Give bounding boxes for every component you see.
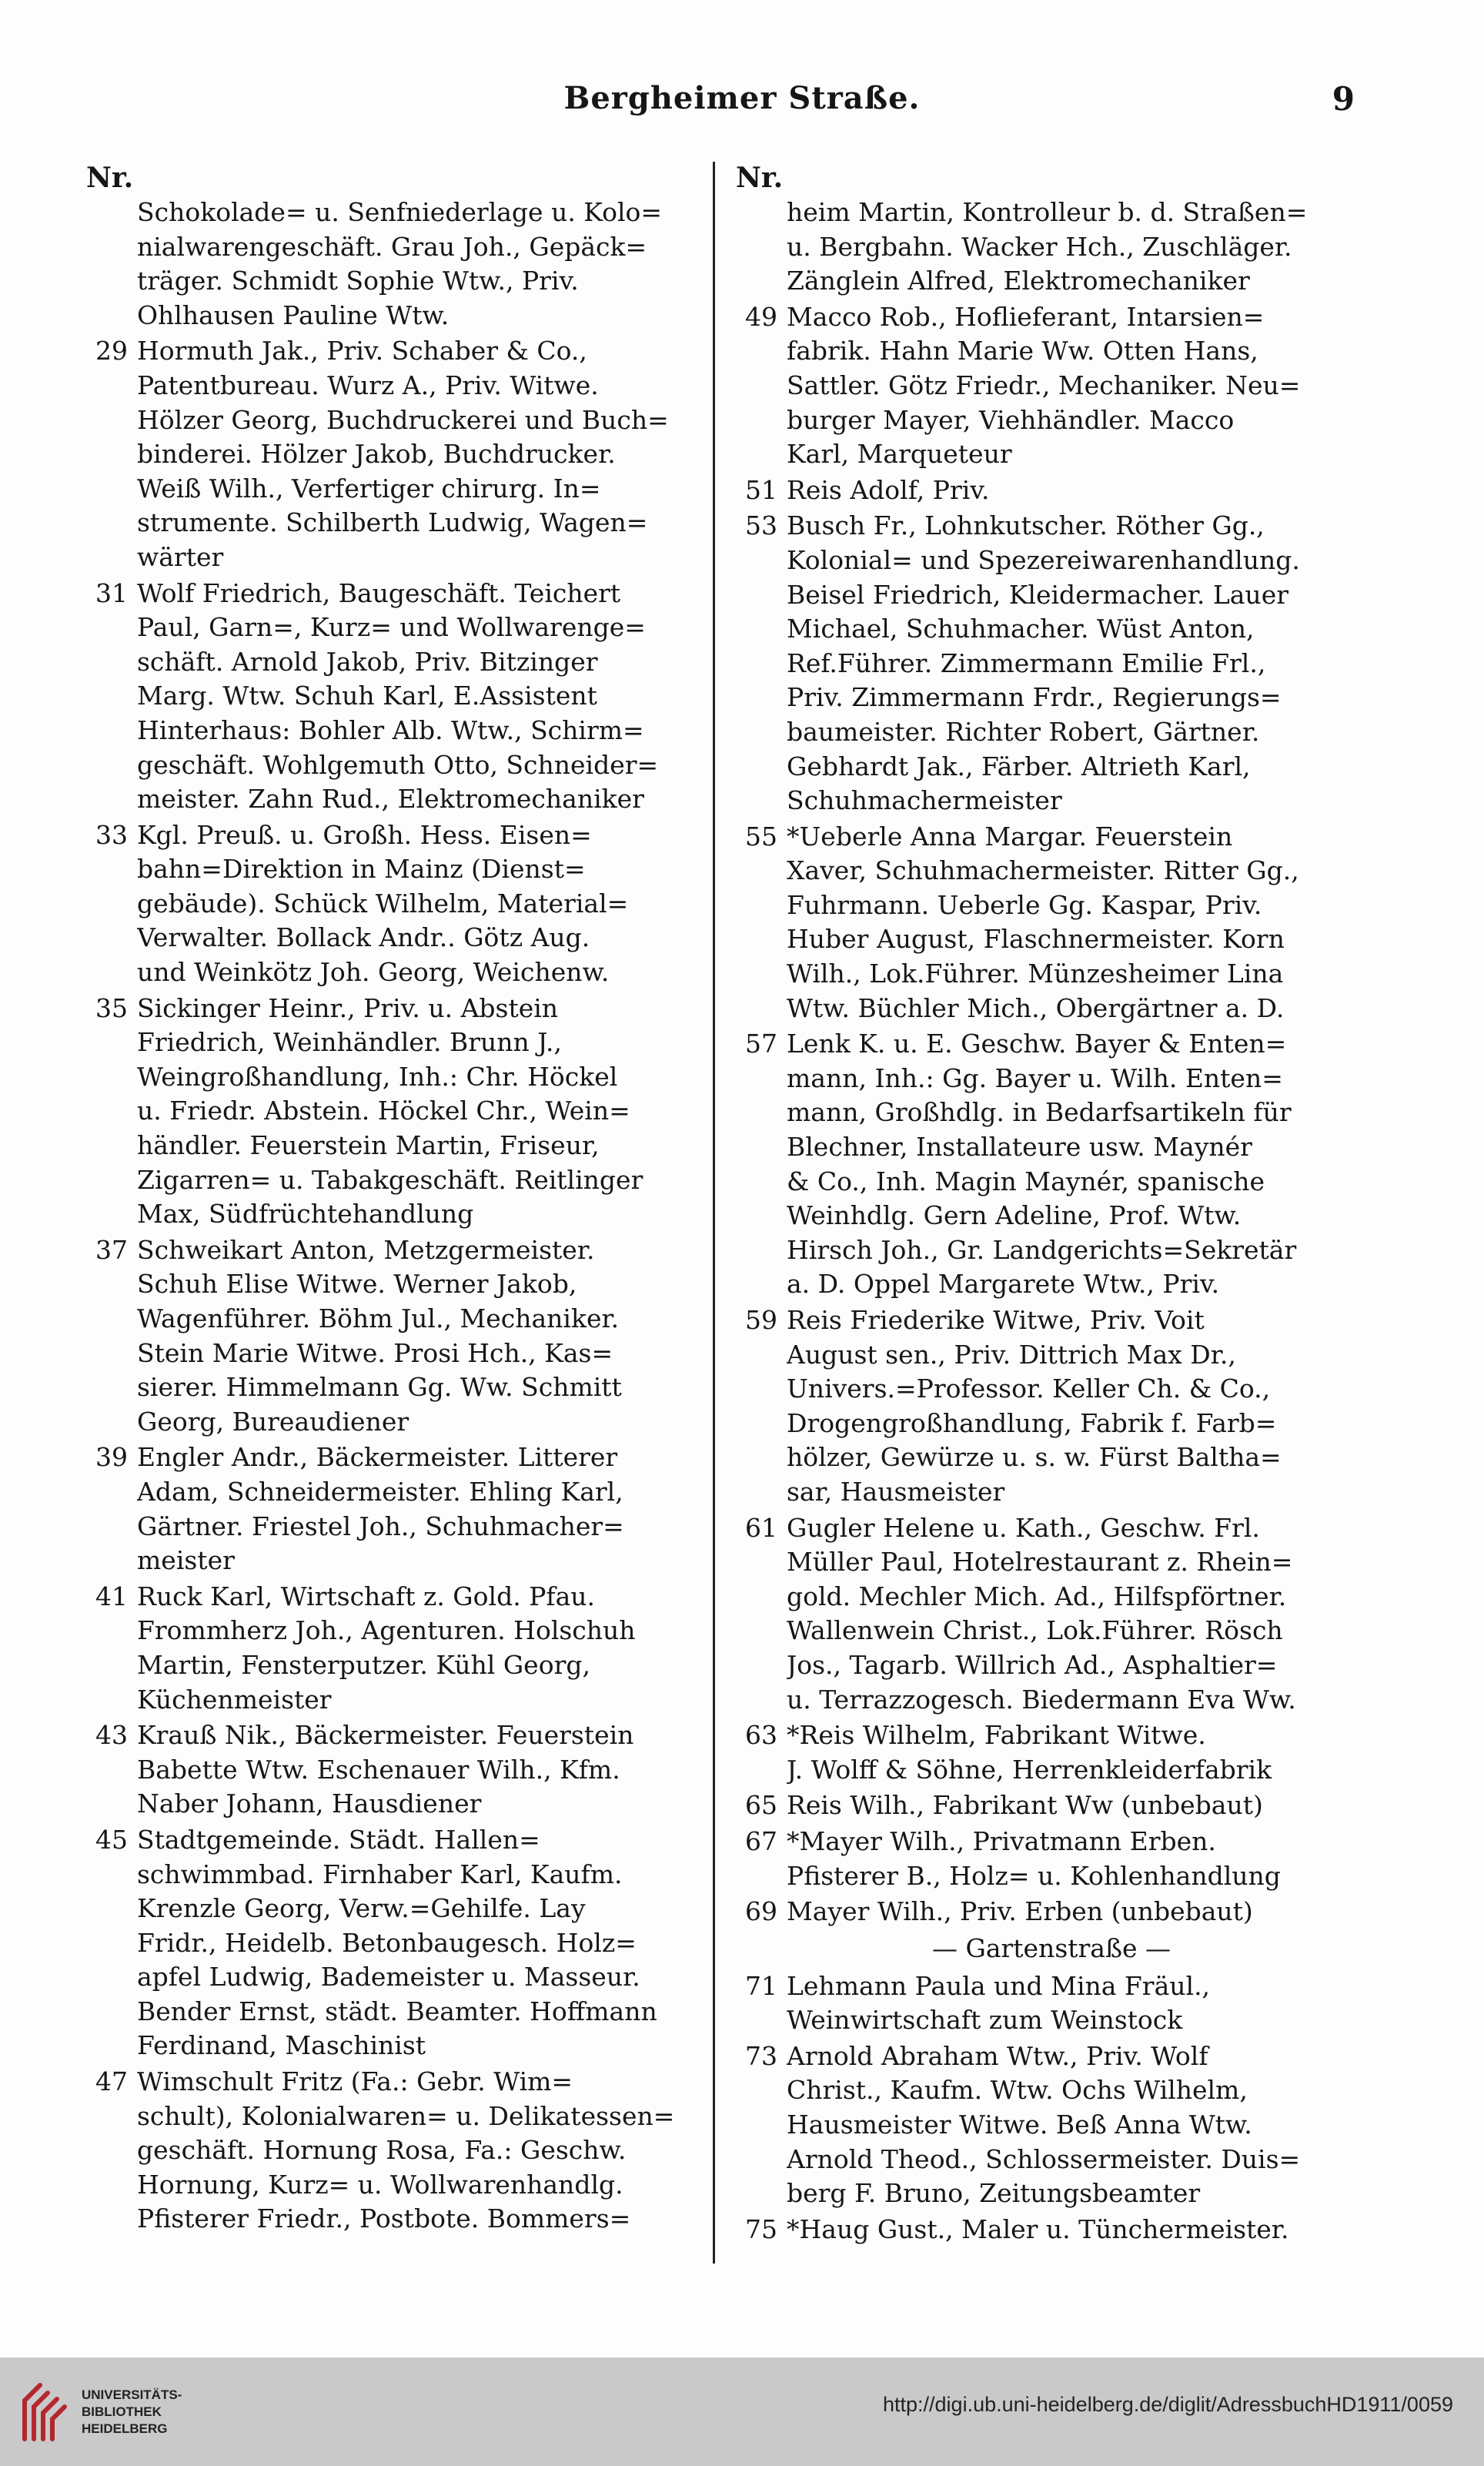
entry-line: gebäude). Schück Wilhelm, Material= — [137, 888, 629, 918]
entry-line: J. Wolff & Söhne, Herrenkleiderfabrik — [787, 1754, 1272, 1785]
entry-line: nialwarengeschäft. Grau Joh., Gepäck= — [137, 231, 647, 262]
entry-line: Ruck Karl, Wirtschaft z. Gold. Pfau. — [137, 1581, 596, 1611]
nr-label: Nr. — [736, 162, 784, 194]
entry-line: Zigarren= u. Tabakgeschäft. Reitlinger — [137, 1164, 643, 1195]
entry-line: Gugler Helene u. Kath., Geschw. Frl. — [787, 1512, 1260, 1543]
entry-line: August sen., Priv. Dittrich Max Dr., — [787, 1339, 1236, 1370]
entry-line: Wtw. Büchler Mich., Obergärtner a. D. — [787, 992, 1285, 1023]
entry-line: Krenzle Georg, Verw.=Gehilfe. Lay — [137, 1893, 586, 1924]
entry-text — [787, 1303, 1367, 1510]
entry-text — [787, 2213, 1367, 2247]
entry-text — [137, 577, 717, 817]
entry-line: Paul, Garn=, Kurz= und Wollwarenge= — [137, 612, 646, 643]
entry-line: Sattler. Götz Friedr., Mechaniker. Neu= — [787, 370, 1301, 400]
entry-text — [137, 992, 717, 1232]
entry-text — [137, 818, 717, 990]
entry-line: Kolonial= und Spezereiwarenhandlung. — [787, 544, 1300, 575]
entry-line: strumente. Schilberth Ludwig, Wagen= — [137, 507, 648, 538]
entry-line: Zänglein Alfred, Elektromechaniker — [787, 266, 1250, 296]
logo-line: UNIVERSITÄTS- — [82, 2387, 182, 2402]
entry-line: Max, Südfrüchtehandlung — [137, 1199, 474, 1230]
library-logo-text — [82, 2387, 182, 2438]
footer-bar — [0, 2357, 1484, 2466]
entry-line: *Ueberle Anna Margar. Feuerstein — [787, 821, 1233, 852]
entry-line: Schokolade= u. Senfniederlage u. Kolo= — [137, 197, 663, 227]
entry-line: *Haug Gust., Maler u. Tünchermeister. — [787, 2213, 1289, 2244]
entry-text — [787, 1825, 1367, 1893]
house-number: 73 — [745, 2040, 777, 2071]
entry-line: Reis Friederike Witwe, Priv. Voit — [787, 1305, 1205, 1335]
house-number: 47 — [95, 2066, 128, 2097]
house-number: 33 — [95, 819, 128, 850]
address-entry — [86, 1233, 717, 1440]
entry-line: Christ., Kaufm. Wtw. Ochs Wilhelm, — [787, 2075, 1248, 2106]
entry-line: Weinwirtschaft zum Weinstock — [787, 2005, 1183, 2036]
address-entry — [86, 1823, 717, 2063]
entry-line: Xaver, Schuhmachermeister. Ritter Gg., — [787, 855, 1299, 886]
library-logo[interactable] — [17, 2377, 217, 2447]
entry-line: Huber August, Flaschnermeister. Korn — [787, 924, 1285, 955]
house-number: 53 — [745, 510, 777, 541]
entry-line: Naber Johann, Hausdiener — [137, 1788, 482, 1819]
entry-line: Wilh., Lok.Führer. Münzesheimer Lina — [787, 959, 1284, 989]
entry-text — [787, 1718, 1367, 1787]
house-number: 41 — [95, 1581, 128, 1611]
entry-line: Michael, Schuhmacher. Wüst Anton, — [787, 614, 1255, 644]
entry-line: Reis Adolf, Priv. — [787, 474, 990, 505]
entry-text — [137, 196, 717, 333]
entry-line: Gärtner. Friestel Joh., Schuhmacher= — [137, 1511, 624, 1541]
house-number: 57 — [745, 1029, 777, 1059]
entry-line: Macco Rob., Hoflieferant, Intarsien= — [787, 301, 1265, 332]
entry-line: Beisel Friedrich, Kleidermacher. Lauer — [787, 579, 1288, 610]
entry-line: Wolf Friedrich, Baugeschäft. Teichert — [137, 577, 621, 608]
entry-line: Adam, Schneidermeister. Ehling Karl, — [137, 1476, 623, 1507]
nr-label: Nr. — [86, 162, 134, 194]
entry-line: & Co., Inh. Magin Maynér, spanische — [787, 1166, 1265, 1196]
house-number — [86, 196, 137, 333]
house-number: 75 — [745, 2213, 777, 2244]
entry-line: a. D. Oppel Margarete Wtw., Priv. — [787, 1269, 1220, 1300]
entry-text — [137, 1440, 717, 1578]
entry-text — [137, 1718, 717, 1822]
house-number: 29 — [95, 336, 128, 366]
entry-line: Ref.Führer. Zimmermann Emilie Frl., — [787, 647, 1266, 678]
entry-line: baumeister. Richter Robert, Gärtner. — [787, 716, 1260, 747]
entry-line: Engler Andr., Bäckermeister. Litterer — [137, 1442, 618, 1473]
entry-line: *Mayer Wilh., Privatmann Erben. — [787, 1825, 1216, 1856]
entry-line: mann, Großhdlg. in Bedarfsartikeln für — [787, 1097, 1292, 1128]
house-number: 71 — [745, 1970, 777, 2001]
logo-line: HEIDELBERG — [82, 2421, 168, 2436]
column-divider — [713, 162, 715, 2264]
entry-line: Ohlhausen Pauline Wtw. — [137, 299, 450, 330]
house-number: 31 — [95, 577, 128, 608]
entry-line: Frommherz Joh., Agenturen. Holschuh — [137, 1615, 636, 1646]
entry-line: u. Friedr. Abstein. Höckel Chr., Wein= — [137, 1096, 630, 1126]
entry-line: Hornung, Kurz= u. Wollwarenhandlg. — [137, 2169, 623, 2200]
house-number: 65 — [745, 1790, 777, 1821]
address-entry — [86, 1718, 717, 1822]
entry-text — [137, 1233, 717, 1440]
entry-line: Ferdinand, Maschinist — [137, 2030, 426, 2061]
address-entry — [736, 1303, 1367, 1510]
entry-line: träger. Schmidt Sophie Wtw., Priv. — [137, 266, 579, 296]
entry-line: Lenk K. u. E. Geschw. Bayer & Enten= — [787, 1029, 1287, 1059]
address-entry — [736, 1969, 1367, 2038]
entry-line: Hölzer Georg, Buchdruckerei und Buch= — [137, 404, 669, 435]
entry-text — [787, 1969, 1367, 2038]
entry-text — [787, 300, 1367, 472]
entry-text — [787, 1511, 1367, 1718]
address-entry — [86, 334, 717, 574]
address-entry — [736, 2039, 1367, 2211]
entry-line: Fridr., Heidelb. Betonbaugesch. Holz= — [137, 1927, 637, 1958]
entry-line: Hormuth Jak., Priv. Schaber & Co., — [137, 336, 587, 366]
address-entry — [86, 1580, 717, 1717]
address-entry — [86, 2065, 717, 2237]
entry-text — [787, 2039, 1367, 2211]
entry-line: Schuh Elise Witwe. Werner Jakob, — [137, 1269, 577, 1300]
entry-line: schäft. Arnold Jakob, Priv. Bitzinger — [137, 646, 598, 677]
source-url[interactable]: http://digi.ub.uni-heidelberg.de/diglit/AdressbuchHD1911/0059 — [883, 2393, 1453, 2416]
street-subheading: — Gartenstraße — — [931, 1932, 1171, 1963]
entry-line: Georg, Bureaudiener — [137, 1406, 409, 1437]
house-number: 51 — [745, 474, 777, 505]
entry-line: Küchenmeister — [137, 1684, 332, 1715]
house-number: 61 — [745, 1512, 777, 1543]
house-number: 45 — [95, 1824, 128, 1855]
entry-line: Arnold Theod., Schlossermeister. Duis= — [787, 2143, 1301, 2174]
entry-text — [137, 1823, 717, 2063]
entry-line: Jos., Tagarb. Willrich Ad., Asphaltier= — [787, 1649, 1278, 1680]
entry-line: Schuhmachermeister — [787, 785, 1062, 816]
entry-line: Weinhdlg. Gern Adeline, Prof. Wtw. — [787, 1200, 1242, 1231]
address-entry — [736, 1788, 1367, 1823]
address-entry — [736, 820, 1367, 1026]
entry-line: *Reis Wilhelm, Fabrikant Witwe. — [787, 1720, 1206, 1751]
entry-line: Gebhardt Jak., Färber. Altrieth Karl, — [787, 751, 1251, 781]
entry-line: heim Martin, Kontrolleur b. d. Straßen= — [787, 197, 1308, 227]
address-entry — [86, 196, 717, 333]
entry-text — [787, 1027, 1367, 1302]
entry-text — [787, 820, 1367, 1026]
entry-line: Verwalter. Bollack Andr.. Götz Aug. — [137, 922, 590, 953]
entry-line: meister. Zahn Rud., Elektromechaniker — [137, 784, 644, 815]
entry-line: händler. Feuerstein Martin, Friseur, — [137, 1130, 600, 1161]
entry-line: schwimmbad. Firnhaber Karl, Kaufm. — [137, 1859, 623, 1889]
entry-line: Busch Fr., Lohnkutscher. Röther Gg., — [787, 510, 1265, 541]
entry-line: meister — [137, 1545, 235, 1576]
entry-line: Marg. Wtw. Schuh Karl, E.Assistent — [137, 681, 597, 711]
address-entry — [736, 1718, 1367, 1787]
entry-line: Univers.=Professor. Keller Ch. & Co., — [787, 1374, 1271, 1404]
entry-line: u. Bergbahn. Wacker Hch., Zuschläger. — [787, 231, 1292, 262]
entry-line: Patentbureau. Wurz A., Priv. Witwe. — [137, 370, 599, 400]
entry-text — [137, 334, 717, 574]
house-number: 55 — [745, 821, 777, 852]
entry-line: sierer. Himmelmann Gg. Ww. Schmitt — [137, 1372, 622, 1403]
entry-line: Blechner, Installateure usw. Maynér — [787, 1132, 1252, 1163]
address-entry — [736, 1027, 1367, 1302]
entry-line: Hirsch Joh., Gr. Landgerichts=Sekretär — [787, 1234, 1297, 1265]
entry-line: Drogengroßhandlung, Fabrik f. Farb= — [787, 1407, 1277, 1438]
entry-line: Lehmann Paula und Mina Fräul., — [787, 1970, 1211, 2001]
address-entry — [736, 473, 1367, 508]
entry-text — [137, 1580, 717, 1717]
entry-line: Hinterhaus: Bohler Alb. Wtw., Schirm= — [137, 714, 644, 745]
entry-text — [787, 196, 1367, 299]
entry-line: geschäft. Hornung Rosa, Fa.: Geschw. — [137, 2135, 627, 2166]
entry-line: u. Terrazzogesch. Biedermann Eva Ww. — [787, 1684, 1296, 1715]
entry-line: gold. Mechler Mich. Ad., Hilfspförtner. — [787, 1581, 1287, 1611]
entry-line: Hausmeister Witwe. Beß Anna Wtw. — [787, 2110, 1252, 2140]
entry-line: Sickinger Heinr., Priv. u. Abstein — [137, 992, 559, 1023]
entry-line: sar, Hausmeister — [787, 1476, 1005, 1507]
entry-line: schult), Kolonialwaren= u. Delikatessen= — [137, 2100, 675, 2131]
entry-line: Reis Wilh., Fabrikant Ww (unbebaut) — [787, 1790, 1263, 1821]
entry-line: Friedrich, Weinhändler. Brunn J., — [137, 1027, 562, 1058]
entry-line: Stein Marie Witwe. Prosi Hch., Kas= — [137, 1337, 613, 1368]
entry-line: Pfisterer Friedr., Postbote. Bommers= — [137, 2203, 631, 2234]
house-number: 37 — [95, 1234, 128, 1265]
house-number: 59 — [745, 1305, 777, 1335]
entry-line: bahn=Direktion in Mainz (Dienst= — [137, 854, 586, 885]
entry-line: berg F. Bruno, Zeitungsbeamter — [787, 2178, 1201, 2209]
address-entry — [86, 577, 717, 817]
entry-line: Bender Ernst, städt. Beamter. Hoffmann — [137, 1996, 657, 2026]
address-entry — [736, 1895, 1367, 1929]
entry-line: Priv. Zimmermann Frdr., Regierungs= — [787, 682, 1282, 713]
entry-text — [787, 1788, 1367, 1823]
entry-line: Mayer Wilh., Priv. Erben (unbebaut) — [787, 1896, 1253, 1927]
entry-text — [787, 509, 1367, 818]
entry-text — [787, 473, 1367, 508]
entry-line: Wagenführer. Böhm Jul., Mechaniker. — [137, 1303, 620, 1333]
address-entry — [736, 196, 1367, 299]
address-entry — [86, 1440, 717, 1578]
entry-line: Krauß Nik., Bäckermeister. Feuerstein — [137, 1720, 634, 1751]
entry-line: Weiß Wilh., Verfertiger chirurg. In= — [137, 473, 601, 504]
address-entry — [736, 509, 1367, 818]
logo-line: BIBLIOTHEK — [82, 2404, 162, 2419]
entry-line: Kgl. Preuß. u. Großh. Hess. Eisen= — [137, 819, 592, 850]
entry-line: Stadtgemeinde. Städt. Hallen= — [137, 1824, 540, 1855]
house-number: 35 — [95, 992, 128, 1023]
entry-line: hölzer, Gewürze u. s. w. Fürst Baltha= — [787, 1442, 1282, 1473]
entry-line: und Weinkötz Joh. Georg, Weichenw. — [137, 957, 610, 988]
entry-line: Martin, Fensterputzer. Kühl Georg, — [137, 1649, 590, 1680]
left-column — [86, 160, 717, 2238]
entry-line: Weingroßhandlung, Inh.: Chr. Höckel — [137, 1061, 618, 1092]
house-number: 49 — [745, 301, 777, 332]
address-entry — [736, 1825, 1367, 1893]
house-number — [736, 196, 787, 299]
entry-line: binderei. Hölzer Jakob, Buchdrucker. — [137, 439, 616, 470]
address-entry — [736, 2213, 1367, 2247]
entry-line: Karl, Marqueteur — [787, 439, 1012, 470]
address-entry — [736, 300, 1367, 472]
house-number: 39 — [95, 1442, 128, 1473]
entry-line: mann, Inh.: Gg. Bayer u. Wilh. Enten= — [787, 1062, 1283, 1093]
library-logo-icon — [17, 2377, 72, 2447]
entry-line: Babette Wtw. Eschenauer Wilh., Kfm. — [137, 1754, 620, 1785]
house-number: 69 — [745, 1896, 777, 1927]
entry-line: Schweikart Anton, Metzgermeister. — [137, 1234, 595, 1265]
entry-line: Arnold Abraham Wtw., Priv. Wolf — [787, 2040, 1208, 2071]
address-entry — [86, 818, 717, 990]
entry-text — [787, 1895, 1367, 1929]
address-entry — [736, 1511, 1367, 1718]
page-number: 9 — [1332, 80, 1355, 118]
entry-line: Müller Paul, Hotelrestaurant z. Rhein= — [787, 1547, 1293, 1578]
entry-line: burger Mayer, Viehhändler. Macco — [787, 404, 1235, 435]
address-entry — [86, 992, 717, 1232]
entry-line: fabrik. Hahn Marie Ww. Otten Hans, — [787, 336, 1258, 366]
house-number: 67 — [745, 1825, 777, 1856]
entry-text — [137, 2065, 717, 2237]
entry-line: Wimschult Fritz (Fa.: Gebr. Wim= — [137, 2066, 573, 2097]
right-column — [736, 160, 1367, 2248]
entry-line: wärter — [137, 541, 224, 572]
house-number: 63 — [745, 1720, 777, 1751]
entry-line: Wallenwein Christ., Lok.Führer. Rösch — [787, 1615, 1283, 1646]
entry-line: geschäft. Wohlgemuth Otto, Schneider= — [137, 749, 659, 780]
entry-line: apfel Ludwig, Bademeister u. Masseur. — [137, 1962, 640, 1993]
entry-line: Fuhrmann. Ueberle Gg. Kaspar, Priv. — [787, 889, 1262, 920]
page-title: Bergheimer Straße. — [563, 80, 921, 116]
entry-line: Pfisterer B., Holz= u. Kohlenhandlung — [787, 1860, 1281, 1891]
house-number: 43 — [95, 1720, 128, 1751]
